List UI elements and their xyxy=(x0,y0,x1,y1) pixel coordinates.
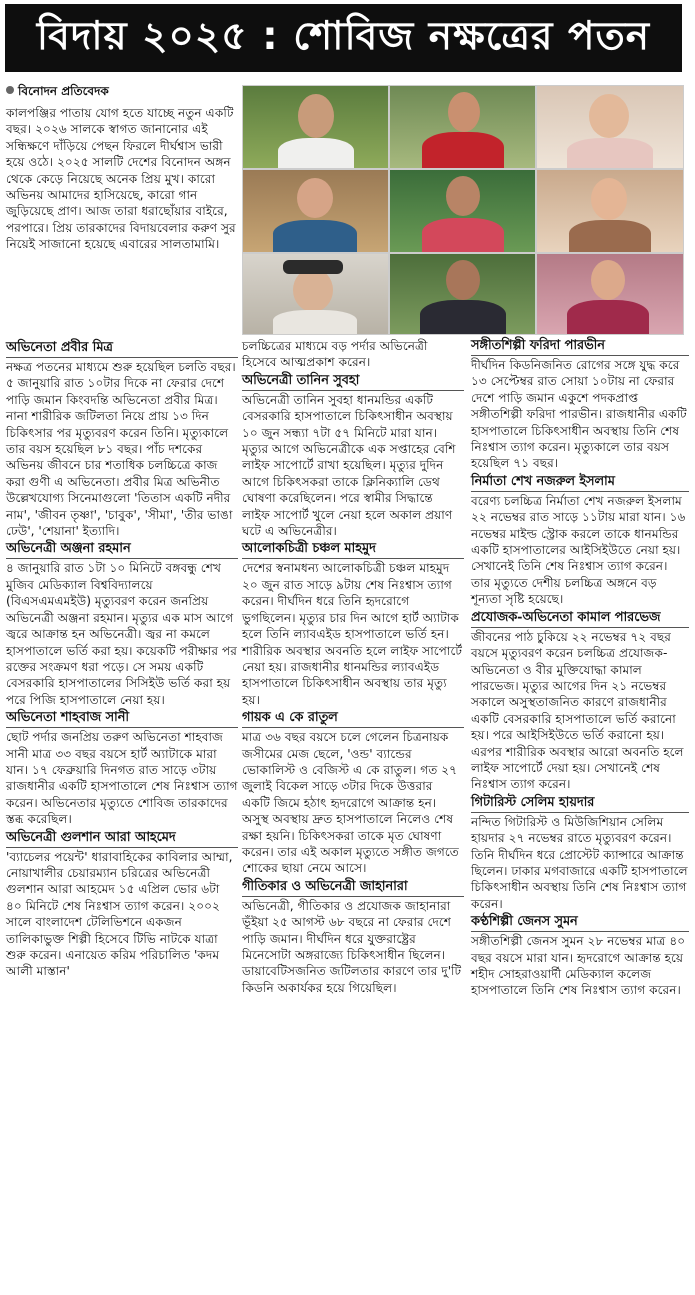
section-body: মাত্র ৩৬ বছর বয়সে চলে গেলেন চিত্রনায়ক জসীমের মেজ ছেলে, 'ওন্ড' ব্যান্ডের ভোকালিস্ট ও বেজিস্ট এ কে রাতুল। গত ২৭ জুলাই বিকেল সাড়ে ৩টার দিকে উত্তরার একটি জিমে হঠাৎ হৃদরোগে আক্রান্ত হন। অসুস্থ অবস্থায় দ্রুত হাসপাতালে নিলেও শেষ রক্ষা হয়নি। চিকিৎসকরা তাকে মৃত ঘোষণা করেন। তার এই অকাল মৃত্যুতে সঙ্গীত জগতে শোকের ছায়া নেমে আসে। xyxy=(242,730,459,876)
byline xyxy=(6,83,238,103)
section-heading: অভিনেত্রী গুলশান আরা আহমেদ xyxy=(6,830,238,848)
section-body: দেশের স্বনামধন্য আলোকচিত্রী চঞ্চল মাহমুদ ২০ জুন রাত সাড়ে ৯টায় শেষ নিঃশ্বাস ত্যাগ করেন। দীর্ঘদিন ধরে তিনি হৃদরোগে ভুগছিলেন। মৃত্যুর চার দিন আগে হার্ট অ্যাটাক হলে তিনি ল্যাবএইড হাসপাতালে ভর্তি হন। শারীরিক অবস্থার অবনতি হলে লাইফ সাপোর্টে নেয়া হয়। রাজধানীর ধানমন্ডির ল্যাবএইড হাসপাতালে চিকিৎসাধীন অবস্থায় তার মৃত্যু হয়। xyxy=(242,561,462,707)
section-heading: কণ্ঠশিল্পী জেনস সুমন xyxy=(471,914,689,932)
portrait-photo xyxy=(536,253,684,335)
intro-text: কালপঞ্জির পাতায় যোগ হতে যাচ্ছে নতুন একটি বছর। ২০২৬ সালকে স্বাগত জানানোর এই সন্ধিক্ষণে দাঁড়িয়ে পেছন ফিরলে দীর্ঘশ্বাস ভারী হয়ে ওঠে। ২০২৫ সালটি দেশের বিনোদন অঙ্গন থেকে কেড়ে নিয়েছে অনেক প্রিয় মুখ। কারো অভিনয় আমাদের হাসিয়েছে, কারো গান জুড়িয়েছে প্রাণ। আজ তারা ধরাছোঁয়ার বাইরে, পরপারে। প্রিয় তারকাদের বিদায়বেলার করুণ সুর নিয়েই সাজানো হয়েছে এবারের সালতামামি। xyxy=(6,106,236,252)
portrait-photo xyxy=(242,85,389,169)
section-body: বরেণ্য চলচ্চিত্র নির্মাতা শেখ নজরুল ইসলাম ২২ নভেম্বর রাত সাড়ে ১১টায় মারা যান। ১৬ নভেম্বর মাইল্ড স্ট্রোক করলে তাকে ধানমন্ডির একটি হাসপাতালের আইসিইউতে নেয়া হয়। সেখানেই তিনি শেষ নিঃশ্বাস ত্যাগ করেন। তার মৃত্যুতে দেশীয় চলচ্চিত্র অঙ্গনে বড় শূন্যতা সৃষ্টি হয়েছে। xyxy=(471,493,686,607)
section-heading: আলোকচিত্রী চঞ্চল মাহমুদ xyxy=(242,541,464,559)
section-heading: অভিনেত্রী তানিন সুবহা xyxy=(242,373,464,391)
portrait-photo xyxy=(536,169,684,253)
section-heading: অভিনেত্রী অঞ্জনা রহমান xyxy=(6,541,238,559)
section-body: 'ব্যাচেলর পয়েন্ট' ধারাবাহিকের কাবিলার আম্মা, নোয়াখালীর চেয়ারম্যান চরিত্রের অভিনেত্রী গুলশান আরা আহমেদ ১৫ এপ্রিল ভোর ৬টা ৪০ মিনিটে শেষ নিঃশ্বাস ত্যাগ করেন। ২০০২ সালে বাংলাদেশ টেলিভিশনে একজন তালিকাভুক্ত শিল্পী হিসেবে টিভি নাটকে যাত্রা শুরু করেন। এনায়েত করিম পরিচালিত 'কদম আলী মাস্তান' xyxy=(6,849,233,979)
section-body: ৪ জানুয়ারি রাত ১টা ১০ মিনিটে বঙ্গবন্ধু শেখ মুজিব মেডিক্যাল বিশ্ববিদ্যালয়ে (বিএসএমএমইউ) মৃত্যুবরণ করেন জনপ্রিয় অভিনেত্রী অঞ্জনা রহমান। মৃত্যুর এক মাস আগে জ্বরে আক্রান্ত হন অভিনেত্রী। জ্বর না কমলে হাসপাতালে ভর্তি করা হয়। কয়েকটি পরীক্ষার পর রক্তের সংক্রমণ ধরা পড়ে। সে সময় একটি বেসরকারি হাসপাতালের সিসিইউ ভর্তি করা হয় পরে পিজি হাসপাতালে নেয়া হয়। xyxy=(6,561,237,707)
section-body: জীবনের পাঠ চুকিয়ে ২২ নভেম্বর ৭২ বছর বয়সে মৃত্যুবরণ করেন চলচ্চিত্র প্রযোজক-অভিনেতা ও বীর মুক্তিযোদ্ধা কামাল পারভেজ। মৃত্যুর আগের দিন ২১ নভেম্বর সকালে অসুস্থতাজনিত কারণে রাজধানীর একটি বেসরকারি হাসপাতালে ভর্তি করানো হয়। পরে আইসিইউতে ভর্তি করানো হয়। এরপর শারীরিক অবস্থার আরো অবনতি হলে লাইফ সাপোর্টে দেয়া হয়। সেখানেই শেষ নিঃশ্বাস ত্যাগ করেন। xyxy=(471,629,684,792)
section-heading: গায়ক এ কে রাতুল xyxy=(242,710,464,728)
portrait-photo xyxy=(389,169,536,253)
column-3 xyxy=(471,336,689,999)
portrait-photo xyxy=(242,253,389,335)
portrait-photo xyxy=(536,85,684,169)
section-heading: গিটারিস্ট সেলিম হায়দার xyxy=(471,795,689,813)
section-heading: নির্মাতা শেখ নজরুল ইসলাম xyxy=(471,474,689,492)
column-1 xyxy=(6,338,238,980)
section-heading: অভিনেতা প্রবীর মিত্র xyxy=(6,340,238,358)
section-body: নক্ষত্র পতনের মাধ্যমে শুরু হয়েছিল চলতি বছর। ৫ জানুয়ারি রাত ১০টার দিকে না ফেরার দেশে পাড়ি জমান কিংবদন্তি অভিনেতা প্রবীর মিত্র। নানা শারীরিক জটিলতা নিয়ে প্রায় ১৩ দিন চিকিৎসার পর মৃত্যুবরণ করেন তিনি। মৃত্যুকালে তার বয়স হয়েছিল ৮১ বছর। পাঁচ দশকের অভিনয় জীবনে চার শতাধিক চলচ্চিত্রে কাজ করা গুণী এ অভিনেতা। প্রবীর মিত্র অভিনীত উল্লেখযোগ্য সিনেমাগুলো 'তিতাস একটি নদীর নাম', 'জীবন তৃষ্ণা', 'চাবুক', 'সীমা', 'তীর ভাঙা ঢেউ', 'শেয়ানা' ইত্যাদি। xyxy=(6,360,236,539)
section-body: অভিনেত্রী তানিন সুবহা ধানমন্ডির একটি বেসরকারি হাসপাতালে চিকিৎসাধীন অবস্থায় ১০ জুন সন্ধ্যা ৭টা ৫৭ মিনিটে মারা যান। মৃত্যুর আগে অভিনেত্রীকে এক সপ্তাহের বেশি লাইফ সাপোর্টে রাখা হয়েছিল। মৃত্যুর দুদিন আগে চিকিৎসকরা তাকে ক্লিনিক্যালি ডেথ ঘোষণা করেছিলেন। পরে স্বামীর সিদ্ধান্তে লাইফ সাপোর্ট খুলে নেয়া হলে অকাল প্রয়াণ ঘটে এ অভিনেত্রীর। xyxy=(242,392,456,539)
section-heading: সঙ্গীতশিল্পী ফরিদা পারভীন xyxy=(471,338,689,356)
section-continuation: চলচ্চিত্রের মাধ্যমে বড় পর্দার অভিনেত্রী হিসেবে আত্মপ্রকাশ করেন। xyxy=(242,339,428,370)
byline-text: বিনোদন প্রতিবেদক xyxy=(18,84,109,98)
headline-banner xyxy=(5,4,682,72)
section-body: ছোট পর্দার জনপ্রিয় তরুণ অভিনেতা শাহবাজ সানী মাত্র ৩৩ বছর বয়সে হার্ট অ্যাটাকে মারা যান। ১৭ ফেব্রুয়ারি দিনগত রাত সাড়ে ৩টায় রাজধানীর একটি হাসপাতালে শেষ নিঃশ্বাস ত্যাগ করেন। অভিনেতার মৃত্যুতে শোবিজ তারকাদের স্তব্ধ করেছিল। xyxy=(6,730,238,827)
photo-collage xyxy=(242,85,682,333)
intro-block xyxy=(6,83,238,253)
section-body: সঙ্গীতশিল্পী জেনস সুমন ২৮ নভেম্বর মাত্র ৪০ বছর বয়সে মারা যান। হৃদরোগে আক্রান্ত হয়ে শহীদ সোহরাওয়ার্দী মেডিক্যাল কলেজ হাসপাতালে তিনি শেষ নিঃশ্বাস ত্যাগ করেন। xyxy=(471,934,686,998)
section-heading: অভিনেতা শাহবাজ সানী xyxy=(6,710,238,728)
section-body: দীর্ঘদিন কিডনিজনিত রোগের সঙ্গে যুদ্ধ করে ১৩ সেপ্টেম্বর রাত সোয়া ১০টায় না ফেরার দেশে পাড়ি জমান একুশে পদকপ্রাপ্ত সঙ্গীতশিল্পী ফরিদা পারভীন। রাজধানীর একটি হাসপাতালে চিকিৎসাধীন অবস্থায় তিনি শেষ নিঃশ্বাস ত্যাগ করেন। মৃত্যুকালে তার বয়স হয়েছিল ৭১ বছর। xyxy=(471,358,687,471)
portrait-photo xyxy=(242,169,389,253)
headline: বিদায় ২০২৫ : শোবিজ নক্ষত্রের পতন xyxy=(36,13,651,59)
section-heading: প্রযোজক-অভিনেতা কামাল পারভেজ xyxy=(471,610,689,628)
column-2 xyxy=(242,338,464,996)
portrait-photo xyxy=(389,85,536,169)
section-body: অভিনেত্রী, গীতিকার ও প্রযোজক জাহানারা ভূঁইয়া ২৫ আগস্ট ৬৮ বছরে না ফেরার দেশে পাড়ি জমান। দীর্ঘদিন ধরে যুক্তরাষ্ট্রের মিনেসোটা অঙ্গরাজ্যে চিকিৎসাধীন ছিলেন। ডায়াবেটিসজনিত জটিলতার কারণে তার দু'টি কিডনি অকার্যকর হয়ে গিয়েছিল। xyxy=(242,898,462,995)
bullet-icon xyxy=(6,86,14,94)
section-heading: গীতিকার ও অভিনেত্রী জাহানারা xyxy=(242,879,464,897)
section-body: নন্দিত গিটারিস্ট ও মিউজিশিয়ান সেলিম হায়দার ২৭ নভেম্বর রাতে মৃত্যুবরণ করেন। তিনি দীর্ঘদিন ধরে প্রোস্টেট ক্যান্সারে আক্রান্ত ছিলেন। ঢাকার মগবাজারে একটি হাসপাতালে চিকিৎসাধীন অবস্থায় তিনি শেষ নিঃশ্বাস ত্যাগ করেন। xyxy=(471,814,688,911)
portrait-photo xyxy=(389,253,536,335)
